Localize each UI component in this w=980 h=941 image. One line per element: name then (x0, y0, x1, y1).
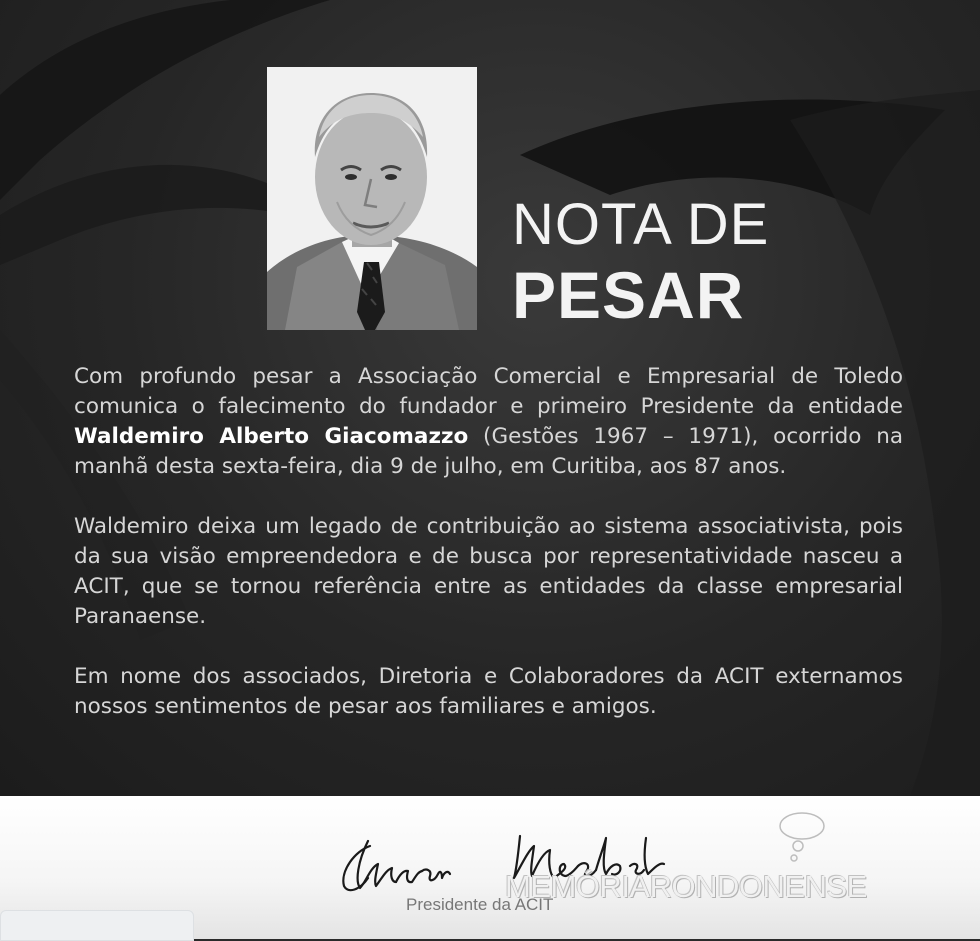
notice-title (512, 192, 770, 332)
portrait-photo (267, 67, 477, 330)
title-line-2: PESAR (512, 258, 745, 332)
thought-bubble-icon (776, 810, 828, 868)
paragraph-3: Em nome dos associados, Diretoria e Colaboradores da ACIT externamos nossos sentimentos de pesar aos familiares e amigos. (74, 664, 903, 719)
notice-body (74, 362, 903, 752)
paragraph-2: Waldemiro deixa um legado de contribuição ao sistema associativista, pois da sua visão empreendedora e de busca por representatividade nasceu a ACIT, que se tornou referência entre as entidades da classe empresarial Paranaense. (74, 514, 903, 629)
paragraph-1-rest: (Gestões 1967 – 1971), ocorrido na manhã desta sexta-feira, dia 9 de julho, em Curitiba, aos 87 anos. (74, 424, 903, 479)
signature-role: Presidente da ACIT (406, 895, 554, 914)
paragraph-1 (74, 362, 903, 482)
watermark-text: MEMÓRIARONDONENSE (505, 869, 867, 904)
paragraph-1-intro: Com profundo pesar a Associação Comercial e Empresarial de Toledo comunica o falecimento do fundador e primeiro Presidente da entidade (74, 364, 903, 419)
portrait-illustration (267, 67, 477, 330)
deceased-name: Waldemiro Alberto Giacomazzo (74, 424, 469, 449)
title-line-1: NOTA DE (512, 192, 770, 257)
browser-tab-edge (0, 910, 194, 941)
